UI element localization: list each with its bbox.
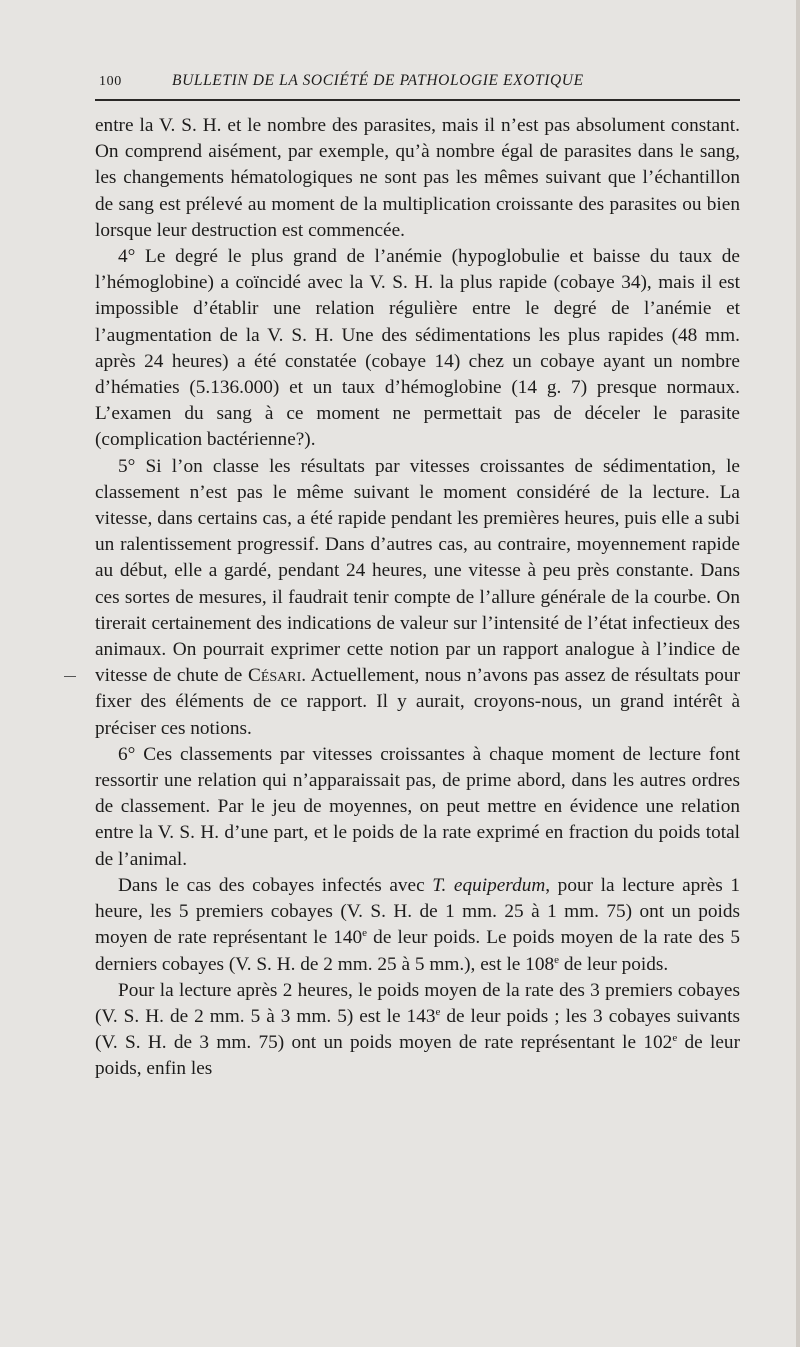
paragraph-point-5 [95, 454, 740, 742]
article-body [95, 113, 740, 1083]
species-name: T. equiperdum [432, 874, 546, 896]
author-name: Césari [247, 665, 302, 687]
page-edge-shadow [796, 0, 800, 1347]
ordinal-superscript: e [672, 1032, 678, 1045]
paragraph-text: , pour la lecture après 1 heure, les 5 premiers cobayes (V. S. H. de 1 mm. 25 à 1 mm. 75) ont un poids moyen de rate représentant le 140 [95, 874, 740, 949]
paragraph-text: Pour la lecture après 2 heures, le poids moyen de la rate des 3 premiers cobayes (V. S. H. de 2 mm. 5 à 3 mm. 5) est le 143 [95, 979, 740, 1027]
ordinal-superscript: e [435, 1005, 441, 1018]
paragraph-text: de leur poids ; les 3 cobayes suivants (V. S. H. de 3 mm. 75) ont un poids moyen de rate représentant le 102 [95, 1005, 740, 1054]
paragraph-two-hours [95, 978, 740, 1083]
paragraph-point-6: 6° Ces classements par vitesses croissantes à chaque moment de lecture font ressortir une relation qui n’apparaissait pas, de prime abord, dans les autres ordres de classement. Par le jeu de moyennes, on peut mettre en évidence une relation entre la V. S. H. d’une part, et le poids de la rate exprimé en fraction du poids total de l’animal. [95, 743, 740, 870]
page-number: 100 [99, 74, 122, 89]
paragraph-text: de leur poids. Le poids moyen de la rate des 5 derniers cobayes (V. S. H. de 2 mm. 25 à 5 mm.), est le 108 [95, 927, 740, 975]
running-title: BULLETIN DE LA SOCIÉTÉ DE PATHOLOGIE EXOTIQUE [172, 72, 584, 89]
paragraph-text: . Actuellement, nous n’avons pas assez de résultats pour fixer des éléments de ce rapport. Il y aurait, croyons-nous, un grand intérêt à préciser ces notions. [95, 665, 740, 739]
paragraph-text: de leur poids, enfin les [95, 1032, 740, 1080]
paragraph-equiperdum [95, 873, 740, 978]
paragraph-continuation: entre la V. S. H. et le nombre des parasites, mais il n’est pas absolument constant. On comprend aisément, par exemple, qu’à nombre égal de parasites dans le sang, les changements hématologiques ne sont pas les mêmes suivant que l’échantillon de sang est prélevé au moment de la multiplication croissante des parasites ou bien lorsque leur destruction est commencée. [95, 115, 740, 241]
paragraph-text: Dans le cas des cobayes infectés avec [118, 874, 433, 896]
paragraph-point-4: 4° Le degré le plus grand de l’anémie (hypoglobulie et baisse du taux de l’hémoglobine) a coïncidé avec la V. S. H. la plus rapide (cobaye 34), mais il est impossible d’établir une relation régulière entre le degré de l’anémie et l’augmentation de la V. S. H. Une des sédimentations les plus rapides (48 mm. après 24 heures) a été constatée (cobaye 14) chez un cobaye ayant un nombre d’hématies (5.136.000) et un taux d’hémoglobine (14 g. 7) presque normaux. L’examen du sang à ce moment ne permettait pas de déceler le parasite (complication bactérienne?). [95, 246, 740, 451]
ordinal-superscript: e [362, 927, 368, 940]
margin-mark [64, 676, 76, 677]
paragraph-text: 5° Si l’on classe les résultats par vitesses croissantes de sédimentation, le classement n’est pas le même suivant le moment considéré de la lecture. La vitesse, dans certains cas, a été rapide pendant les premières heures, puis elle a subi un ralentissement progressif. Dans d’autres cas, au contraire, moyennement rapide au début, elle a gardé, pendant 24 heures, une vitesse à peu près constante. Dans ces sortes de mesures, il faudrait tenir compte de l’allure générale de la courbe. On tirerait certainement des indications de valeur sur l’intensité de l’état infectieux des animaux. On pourrait exprimer cette notion par un rapport analogue à l’indice de vitesse de chute de [95, 455, 740, 687]
paragraph-text: de leur poids. [559, 953, 669, 975]
ordinal-superscript: e [554, 953, 559, 966]
page-header [95, 72, 740, 96]
header-rule [95, 99, 740, 101]
